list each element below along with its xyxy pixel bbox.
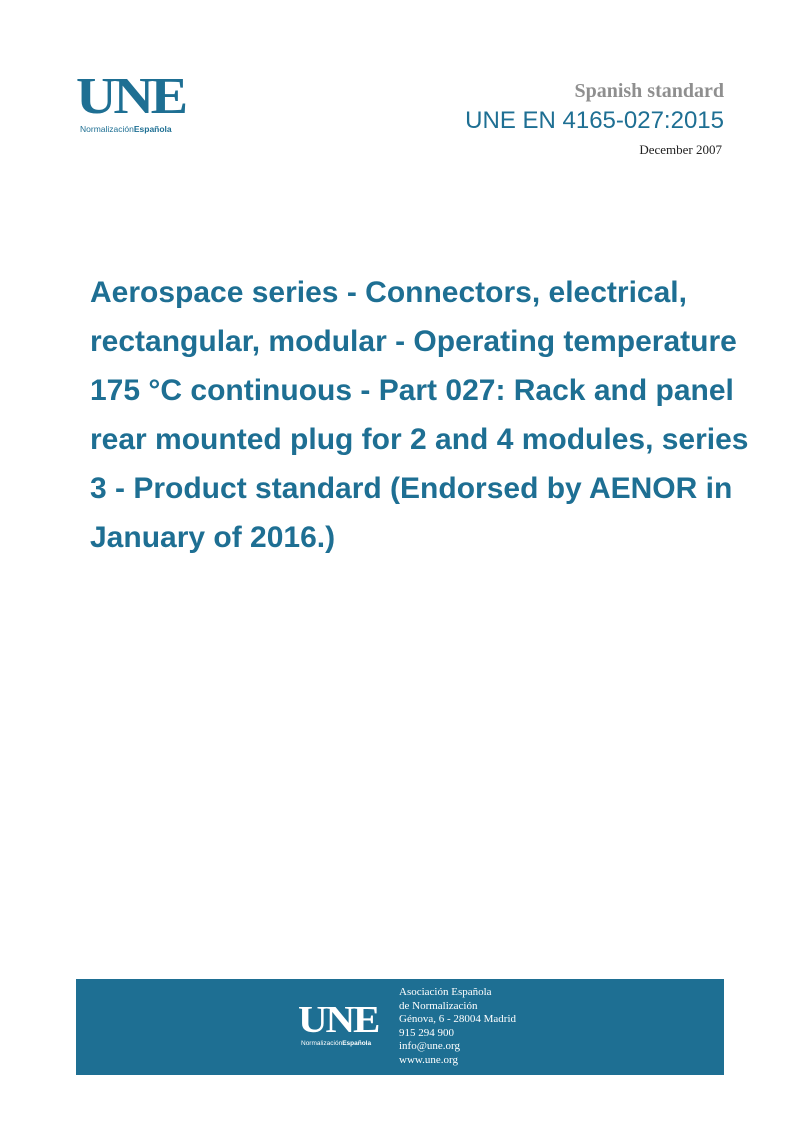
standard-kind: Spanish standard	[574, 80, 724, 102]
standard-date: December 2007	[639, 142, 722, 157]
footer-logo-tagline	[301, 1040, 388, 1047]
une-logo-mark: UNE	[76, 68, 185, 125]
footer-logo-tagline-regular: Normalización	[301, 1040, 343, 1047]
une-logo-tagline	[80, 124, 206, 134]
footer-logo-mark: UNE	[298, 999, 379, 1041]
footer-contact	[399, 986, 516, 1068]
standard-code: UNE EN 4165-027:2015	[465, 107, 724, 134]
document-title: Aerospace series - Connectors, electrical, rectangular, modular - Operating temperature 175 °C continuous - Part 027: Rack and panel rear mounted plug for 2 and 4 modules, series 3 - Product standard (Endorsed by AENOR in January of 2016.)	[90, 276, 749, 554]
footer-org-line-1: Asociación Española	[399, 986, 492, 998]
footer-phone: 915 294 900	[399, 1026, 454, 1039]
footer-email: info@une.org	[399, 1040, 460, 1053]
footer-logo-tagline-bold: Española	[342, 1040, 372, 1047]
standard-header	[465, 78, 724, 159]
une-logo-tagline-regular: Normalización	[80, 124, 134, 134]
footer-une-logo	[298, 999, 388, 1047]
une-logo	[76, 68, 206, 144]
footer-org-line-2: de Normalización	[399, 999, 478, 1012]
footer-address: Génova, 6 - 28004 Madrid	[399, 1013, 517, 1026]
footer-band	[76, 979, 724, 1075]
footer-website: www.une.org	[399, 1053, 458, 1066]
une-logo-tagline-bold: Española	[133, 124, 172, 134]
